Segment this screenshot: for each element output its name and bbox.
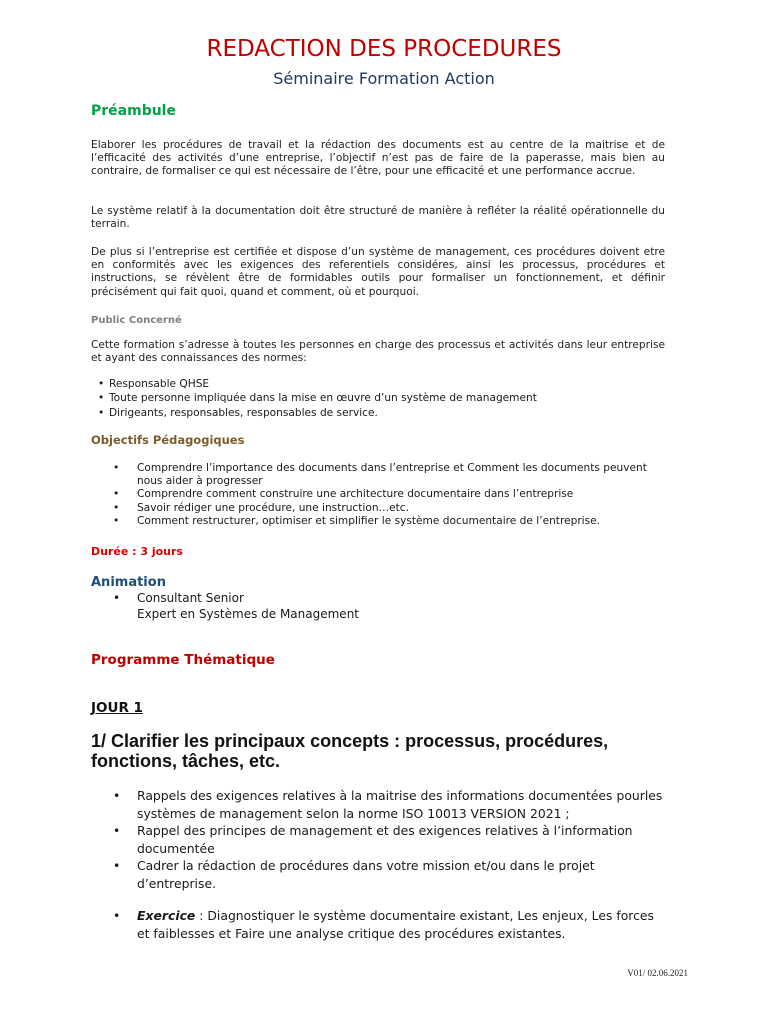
day-label: JOUR 1 <box>91 700 143 716</box>
preambule-paragraph-3: De plus si l’entreprise est certifiée et dispose d’un système de management, ces procédures doivent etre en conformités avec les exigences des referentiels considéres, ainsi les processus, procédures et instructions, se révèlent être de formidables outils pour formaliser un fonctionnement, et définir précisément qui fait quoi, quand et comment, où et pourquoi. <box>91 246 665 298</box>
list-item: • Rappel des principes de management et des exigences relatives à l’information documentée <box>110 822 670 857</box>
animation-heading: Animation <box>91 575 166 590</box>
public-intro: Cette formation s’adresse à toutes les personnes en charge des processus et activités dans leur entreprise et ayant des connaissances des normes: <box>91 339 665 365</box>
document-title: REDACTION DES PROCEDURES <box>206 36 562 62</box>
list-item <box>110 591 359 622</box>
list-item: • Comprendre l’importance des documents dans l’entreprise et Comment les documents peuvent nous aider à progresser <box>110 462 670 488</box>
list-item: • Toute personne impliquée dans la mise en œuvre d’un système de management <box>98 391 537 405</box>
list-item: • Responsable QHSE <box>98 377 537 391</box>
animation-line-2: Expert en Systèmes de Management <box>137 606 359 621</box>
animation-line-1: Consultant Senior <box>137 591 244 605</box>
objectifs-list <box>110 462 670 528</box>
list-item: • Rappels des exigences relatives à la maitrise des informations documentées pourles systèmes de management selon la norme ISO 10013 VERSION 2021 ; <box>110 787 670 822</box>
list-item: • Savoir rédiger une procédure, une instruction…etc. <box>110 502 670 515</box>
section-title: 1/ Clarifier les principaux concepts : processus, procédures, fonctions, tâches, etc. <box>91 731 609 771</box>
public-list <box>98 377 537 420</box>
document-subtitle: Séminaire Formation Action <box>273 69 495 88</box>
public-heading: Public Concerné <box>91 315 182 326</box>
objectifs-heading: Objectifs Pédagogiques <box>91 433 245 447</box>
list-item: • Dirigeants, responsables, responsables de service. <box>98 406 537 420</box>
programme-heading: Programme Thématique <box>91 652 275 668</box>
duration-label: Durée : 3 jours <box>91 545 183 558</box>
animation-list <box>110 591 359 622</box>
preambule-paragraph-1: Elaborer les procédures de travail et la rédaction des documents est au centre de la maitrise et de l’efficacité des activités d’une entreprise, l’objectif n’est pas de faire de la paperasse, mais bien au contraire, de formaliser ce qui est nécessaire de l’être, pour une efficacité et une performance accrue. <box>91 139 665 178</box>
preambule-paragraph-2: Le système relatif à la documentation doit être structuré de manière à refléter la réalité opérationnelle du terrain. <box>91 205 665 231</box>
day-1-list <box>110 787 670 942</box>
list-item: • Cadrer la rédaction de procédures dans votre mission et/ou dans le projet d’entreprise. <box>110 857 670 892</box>
exercise-text: : Diagnostiquer le système documentaire existant, Les enjeux, Les forces et faiblesses et Faire une analyse critique des procédures existantes. <box>137 908 655 941</box>
list-item: • Comment restructurer, optimiser et simplifier le système documentaire de l’entreprise. <box>110 515 670 528</box>
preambule-heading: Préambule <box>91 103 176 119</box>
version-footer: V01/ 02.06.2021 <box>627 968 688 978</box>
exercise-label: Exercice <box>137 908 196 923</box>
list-item: • Comprendre comment construire une architecture documentaire dans l’entreprise <box>110 488 670 501</box>
exercise-item <box>110 907 670 942</box>
